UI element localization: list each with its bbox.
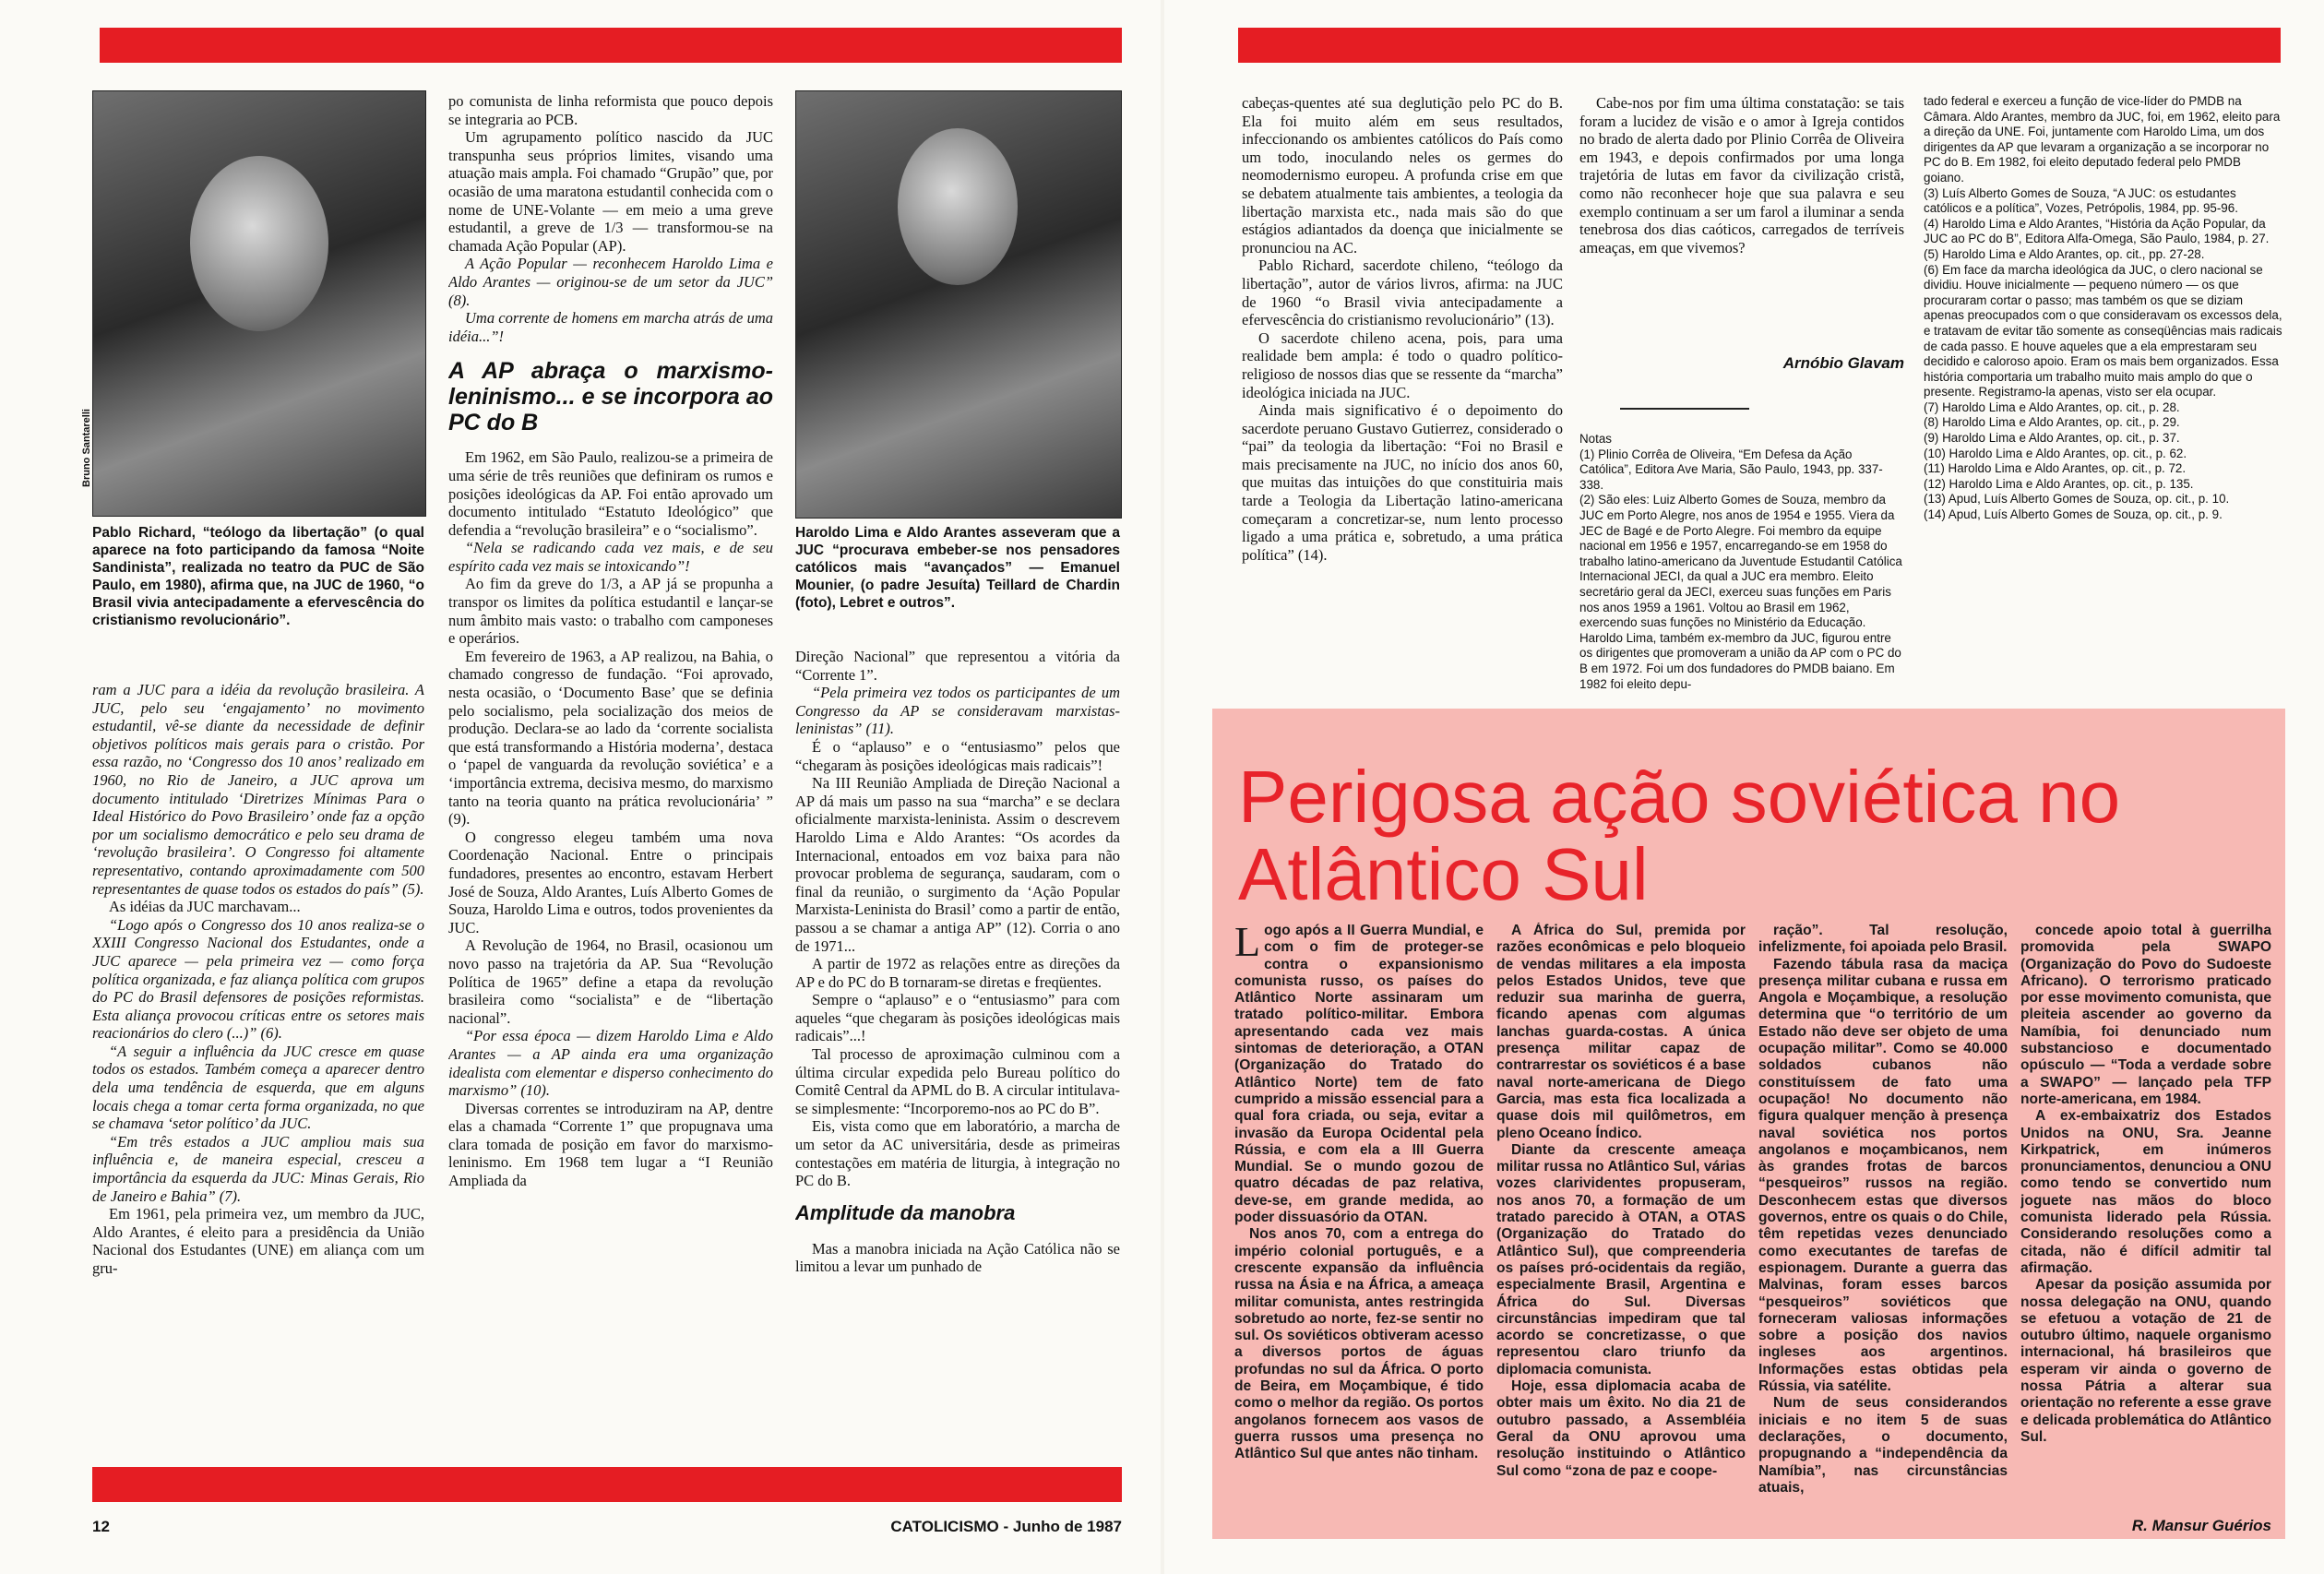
note-item: tado federal e exerceu a função de vice-líder do PMDB na Câmara. Aldo Arantes, membro da JUC, foi, em 1962, eleito para a direção da UNE. Foi, juntamente com Haroldo Lima, um dos dirigentes da AP que levaram a organização a se incorporar no PC do B. Em 1982, foi eleito deputado federal pelo PMDB goiano.: [1924, 94, 2281, 185]
paragraph: O congresso elegeu também uma nova Coordenação Nacional. Entre o principais fundadores, presentes ao encontro, estavam Herbert José de Souza, Aldo Arantes, Luís Alberto Gomes de Souza, Haroldo Lima e outros, todos provenientes da JUC.: [448, 828, 773, 936]
paragraph: Pablo Richard, sacerdote chileno, “teólogo da libertação”, autor de vários livros, afirma: na JUC de 1960 “o Brasil vivia antecipadamente a efervescência do cristianismo revolucionário” (13).: [1242, 256, 1563, 329]
paragraph: “Por essa época — dizem Haroldo Lima e Aldo Arantes — a AP ainda era uma organização idealista com elementar e disperso conhecimento do marxismo” (10).: [448, 1027, 773, 1100]
paragraph: “Logo após o Congresso dos 10 anos realiza-se o XXIII Congresso Nacional dos Estudantes, onde a JUC aparece — pela primeira vez — como força política organizada, e faz aliança política com grupos do PC do Brasil defensores de posições reformistas. Esta aliança provocou críticas entre os setores mais reacionários do clero (...)” (6).: [92, 915, 424, 1043]
box-column-4: [2020, 923, 2271, 1513]
photo-pablo-richard: [92, 90, 426, 517]
note-item: (13) Apud, Luís Alberto Gomes de Souza, op. cit., p. 10.: [1924, 492, 2230, 507]
note-item: (14) Apud, Luís Alberto Gomes de Souza, op. cit., p. 9.: [1924, 507, 2223, 522]
top-red-bar: [1238, 28, 2281, 63]
paragraph: ração”. Tal resolução, infelizmente, foi apoiada pelo Brasil.: [1758, 923, 2008, 956]
note-item: (3) Luís Alberto Gomes de Souza, “A JUC: os estudantes católicos e a política”, Vozes, Petrópolis, 1984, pp. 95-96.: [1924, 185, 2238, 216]
note-item: (6) Em face da marcha ideológica da JUC, o clero nacional se dividiu. Houve inicialmente — pequeno número — os que procuraram cortar o passo; mas também os que se diziam apenas preocupados com o que consideravam os excessos dela, e tratavam de evitar tão somente as conseqüências mais radicais de cada passo. E houve aqueles que a ela emprestaram seu decidido e caloroso apoio. Eram os mais bem organizados. Essa história comportaria um trabalho muito mais amplo do que o presente. Registramo-la apenas, visto ser ela ocupar.: [1924, 262, 2282, 399]
portrait-face: [190, 156, 328, 331]
photo1-caption: Pablo Richard, “teólogo da libertação” (o qual aparece na foto participando da famosa “Noite Sandinista”, realizada no teatro da PUC de São Paulo, em 1980), afirma que, na JUC de 1960, “o Brasil vivia antecipadamente a efervescência do cristianismo revolucionário”.: [92, 525, 424, 628]
paragraph: “Em três estados a JUC ampliou mais sua influência e, de maneira especial, cresceu a importância da esquerda da JUC: Minas Gerais, Rio de Janeiro e Bahia” (7).: [92, 1132, 424, 1205]
page-number: 12: [92, 1518, 110, 1535]
paragraph: As idéias da JUC marchavam...: [109, 898, 301, 916]
paragraph: Diversas correntes se introduziram na AP, dentre elas a chamada “Corrente 1” que propugnava uma clara tomada de posição em favor do marxismo-leninismo. Em 1968 tem lugar a “I Reunião Ampliada da: [448, 1099, 773, 1190]
note-item: (2) São eles: Luiz Alberto Gomes de Souza, membro da JUC em Porto Alegre, nos anos de 1954 e 1955. Viera da JEC de Bagé e de Porto Alegre. Foi membro da equipe nacional em 1956 e 1957, encarregando-se em 1958 do trabalho latino-americano da Juventude Estudantil Católica Internacional JECI, da qual a JUC era membro. Eleito secretário geral da JECI, exerceu suas funções em Paris nos anos 1959 a 1961. Voltou ao Brasil em 1962, exercendo suas funções no Ministério da Educação. Haroldo Lima, também ex-membro da JUC, figurou entre os dirigentes que promoveram a união da AP com o PC do B em 1972. Foi um dos fundadores do PMDB baiano. Em 1982 foi eleito depu-: [1579, 493, 1902, 691]
paragraph: Ainda mais significativo é o depoimento do sacerdote peruano Gustavo Gutierrez, considerado o “pai” da teologia da libertação: “Foi no Brasil e mais precisamente na JUC, no início dos anos 60, que muitas das intuições do que constituiria mais tarde a Teologia da Libertação latino-americana começaram a concretizar-se, num lento processo ligado a uma prática e, sobretudo, a uma prática política” (14).: [1242, 401, 1563, 564]
paragraph: Nos anos 70, com a entrega do império colonial português, e a crescente expansão da influência russa na Ásia e na África, a ameaça militar comunista, antes restringida sobretudo ao norte, fez-se sentir no sul. Os soviéticos obtiveram acesso a diversos portos de águas profundas no sul da África. O porto de Beira, em Moçambique, é tido como o melhor da região. Os portos angolanos fornecem aos vasos de guerra russos uma presença no Atlântico Sul que antes não tinham.: [1234, 1226, 1484, 1462]
paragraph: Logo após a II Guerra Mundial, e com o fim de proteger-se contra o expansionismo comunista russo, os países do Atlântico Norte assinaram um tratado político-militar. Embora apresentando cada vez mais sintomas de deterioração, a OTAN (Organização do Tratado do Atlântico Norte) tem de fato cumprido a missão essencial para a qual fora criada, ou seja, evitar a invasão da Europa Ocidental pela Rússia, e com ela a III Guerra Mundial. Se o mundo gozou de quatro décadas de paz relativa, deve-se, em grande medida, ao poder dissuasório da OTAN.: [1234, 923, 1484, 1226]
paragraph: Um agrupamento político nascido da JUC transpunha seus próprios limites, visando uma atuação mais ampla. Foi chamado “Grupão” que, por ocasião de uma maratona estudantil conhecida com o nome de UNE-Volante — em meio a uma greve estudantil, a greve de 1/3 — transformou-se na chamada Ação Popular (AP).: [448, 128, 773, 255]
left-column-2: [448, 92, 773, 1402]
right-column-1: [1242, 94, 1563, 703]
paragraph: A Revolução de 1964, no Brasil, ocasionou um novo passo na trajetória da AP. Sua “Revolução Política de 1965” define a etapa da revolução brasileira como “socialista” e de “libertação nacional”.: [448, 936, 773, 1027]
paragraph: A partir de 1972 as relações entre as direções da AP e do PC do B tornaram-se diretas e freqüentes.: [795, 955, 1120, 991]
paragraph: “A seguir a influência da JUC cresce em quase todos os estados. Também começa a aparecer dentro dela uma tendência de esquerda, que em alguns locais chega a tomar certa forma organizada, no que se chamava ‘setor político’ da JUC.: [92, 1042, 424, 1133]
sidebar-article-title: Perigosa ação soviética no Atlântico Sul: [1238, 756, 2121, 915]
note-item: (10) Haroldo Lima e Aldo Arantes, op. cit., p. 62.: [1924, 446, 2187, 460]
paragraph: concede apoio total à guerrilha promovida pela SWAPO (Organização do Povo do Sudoeste Africano). O terrorismo praticado por esse movimento comunista, que pleiteia ascender ao governo da Namíbia, foi denunciado num substancioso e documentado opúsculo — “Toda a verdade sobre a SWAPO” — lançado pela TFP norte-americana, em 1984.: [2020, 923, 2271, 1107]
paragraph: Eis, vista como que em laboratório, a marcha de um setor da AC universitária, desde as primeiras contestações em matéria de liturgia, à integração no PC do B.: [795, 1117, 1120, 1190]
box-column-2: [1496, 923, 1746, 1532]
notes-column-2: [1924, 94, 2283, 703]
footer-magazine: CATOLICISMO - Junho de 1987: [890, 1518, 1122, 1535]
box-signature: R. Mansur Guérios: [2131, 1517, 2271, 1534]
paragraph: Diante da crescente ameaça militar russa no Atlântico Sul, várias vozes clarividentes propuseram, nos anos 70, a formação de um tratado parecido à OTAN, a OTAS (Organização do Tratado do Atlântico Sul), que compreenderia os países pró-ocidentais da região, especialmente Brasil, Argentina e África do Sul. Diversas circunstâncias impediram que tal acordo se concretizasse, o que representou claro triunfo da diplomacia comunista.: [1496, 1141, 1746, 1377]
photo-teillard-de-chardin: [795, 90, 1122, 519]
paragraph: Direção Nacional” que representou a vitória da “Corrente 1”.: [795, 648, 1120, 684]
box-column-3: [1758, 923, 2008, 1532]
signature: Arnóbio Glavam: [1782, 354, 1904, 372]
left-column-3: [795, 648, 1120, 1432]
right-page: [1164, 0, 2324, 1574]
paragraph: Em 1962, em São Paulo, realizou-se a primeira de uma série de três reuniões que definiram os rumos e posições ideológicas da AP. Foi então aprovado um documento intitulado “Estatuto Ideológico” que defendia a “revolução brasileira” e o “socialismo”.: [448, 448, 773, 539]
paragraph: Cabe-nos por fim uma última constatação: se tais foram a lucidez de visão e o amor à Igreja contidos no brado de alerta dado por Plinio Corrêa de Oliveira em 1943, e depois confirmados por uma longa trajetória de lutas em favor da civilização cristã, como não reconhecer hoje que sua palavra e seu exemplo continuam a ser um farol a iluminar a senda tenebrosa dos dias caóticos, carregados de terríveis ameaças, em que vivemos?: [1579, 94, 1904, 256]
photo2-caption: Haroldo Lima e Aldo Arantes asseveram que a JUC “procurava embeber-se nos pensadores católicos mais “avançados” — Emanuel Mounier, (o padre Jesuíta) Teillard de Chardin (foto), Lebret e outros”.: [795, 525, 1120, 611]
paragraph: Na III Reunião Ampliada de Direção Nacional a AP dá mais um passo na sua “marcha” e se declara oficialmente marxista-leninista. Assim o descrevem Haroldo Lima e Aldo Arantes: “Os acordes da Internacional, entoados em voz baixa para não provocar problema de segurança, saudaram, com o final da reunião, o surgimento da ‘Ação Popular Marxista-Leninista do Brasil’ como a partir de então, passou a se chamar a antiga AP” (12). Corria o ano de 1971...: [795, 774, 1120, 955]
note-item: (9) Haroldo Lima e Aldo Arantes, op. cit., p. 37.: [1924, 431, 2180, 446]
right-column-2: [1579, 94, 1904, 352]
paragraph: Apesar da posição assumida por nossa delegação na ONU, quando se efetuou a votação de 21 de outubro último, naquele organismo internacional, há brasileiros que esperam vir ainda o governo de nossa Pátria a alterar sua orientação no referente a esse grave e delicada problemática do Atlântico Sul.: [2020, 1277, 2271, 1445]
paragraph: “Nela se radicando cada vez mais, e de seu espírito cada vez mais se intoxicando”!: [448, 539, 773, 575]
paragraph: A África do Sul, premida por razões econômicas e pelo bloqueio de vendas militares a ela imposta pelos Estados Unidos, teve que reduzir sua marinha de guerra, ficando apenas com algumas lanchas guarda-costas. A única presença militar capaz de contrarrestar os soviéticos é a base naval norte-americana de Diego Garcia, mas esta fica localizada a quase dois mil quilômetros, em pleno Oceano Índico.: [1496, 923, 1746, 1141]
notes-title: Notas: [1579, 432, 1612, 446]
note-item: (7) Haroldo Lima e Aldo Arantes, op. cit., p. 28.: [1924, 399, 2180, 414]
bottom-red-bar: [92, 1467, 1122, 1502]
box-column-1: [1234, 923, 1484, 1532]
paragraph: cabeças-quentes até sua deglutição pelo PC do B. Ela foi muito além em seus resultados, infeccionando os ambientes católicos do País como um todo, inoculando neles os germes do neomodernismo europeu. A profunda crise em que se debatem atualmente tais ambientes, a teologia da libertação marxista etc., nada mais são do que estágios adiantados da doença que inicialmente se pronunciou na AC.: [1242, 94, 1563, 256]
paragraph: O sacerdote chileno acena, pois, para uma realidade bem ampla: é todo o quadro político-religioso de nossos dias que se ressente da “marcha” ideológica iniciada na JUC.: [1242, 328, 1563, 401]
paragraph: Em fevereiro de 1963, a AP realizou, na Bahia, o chamado congresso de fundação. “Foi aprovado, nesta ocasião, o ‘Documento Base’ que se definia pelo socialismo, pela socialização dos meios de produção. Declara-se ao lado da ‘corrente socialista que está transformando a História moderna’, destaca o ‘papel de vanguarda da revolução soviética’ e a ‘importância extrema, decisiva mesmo, do marxismo tanto na teoria quanto na prática revolucionária’ ” (9).: [448, 647, 773, 829]
note-item: (4) Haroldo Lima e Aldo Arantes, “História da Ação Popular, da JUC ao PC do B”, Editora Alfa-Omega, São Paulo, 1984, p. 27.: [1924, 216, 2270, 246]
paragraph: Mas a manobra iniciada na Ação Católica não se limitou a levar um punhado de: [795, 1239, 1120, 1276]
paragraph: Sempre o “aplauso” e o “entusiasmo” para com aqueles “que chegaram às posições ideológicas mais radicais”...!: [795, 991, 1120, 1045]
paragraph: A Ação Popular — reconhecem Haroldo Lima e Aldo Arantes — originou-se de um setor da JUC” (8).: [448, 255, 773, 309]
paragraph: É o “aplauso” e o “entusiasmo” pelos que “chegaram às posições ideológicas mais radicais”!: [795, 737, 1120, 774]
paragraph: ram a JUC para a idéia da revolução brasileira. A JUC, pelo seu ‘engajamento’ no movimento estudantil, vê-se diante da necessidade de definir objetivos políticos mais gerais para o cristão. Por essa razão, no ‘Congresso dos 10 anos’ realizado em 1960, no Rio de Janeiro, a JUC aprova um documento intitulado ‘Diretrizes Mínimas Para o Ideal Histórico do Povo Brasileiro’ onde faz a opção por um socialismo democrático e pelo seu drama de ‘revolução brasileira’. O Congresso foi altamente representativo, contando aproximadamente com 500 representantes de quase todos os estados do país” (5).: [92, 681, 424, 898]
note-item: (1) Plinio Corrêa de Oliveira, “Em Defesa da Ação Católica”, Editora Ave Maria, São Paulo, 1943, pp. 337-338.: [1579, 447, 1883, 492]
notes-divider: [1620, 408, 1749, 410]
paragraph: Ao fim da greve do 1/3, a AP já se propunha a transpor os limites da política estudantil e lançar-se num âmbito mais vasto: o trabalho com camponeses e operários.: [448, 575, 773, 648]
top-red-bar: [100, 28, 1122, 63]
portrait-face: [898, 128, 1018, 285]
paragraph: Uma corrente de homens em marcha atrás de uma idéia...”!: [448, 309, 773, 345]
note-item: (8) Haroldo Lima e Aldo Arantes, op. cit., p. 29.: [1924, 415, 2180, 430]
drop-cap: L: [1234, 923, 1261, 965]
photo-credit: Bruno Santarelli: [81, 409, 92, 487]
section-heading: A AP abraça o marxismo-leninismo... e se incorpora ao PC do B: [448, 358, 773, 436]
note-item: (11) Haroldo Lima e Aldo Arantes, op. cit., p. 72.: [1924, 461, 2187, 476]
notes-column-1: [1579, 432, 1904, 709]
paragraph: po comunista de linha reformista que pouco depois se integraria ao PCB.: [448, 92, 773, 128]
paragraph: “Pela primeira vez todos os participantes de um Congresso da AP se consideravam marxistas-leninistas” (11).: [795, 684, 1120, 738]
paragraph: Num de seus considerandos iniciais e no item 5 de suas declarações, o documento, propugnando a “independência da Namíbia”, nas circunstâncias atuais,: [1758, 1395, 2008, 1496]
note-item: (12) Haroldo Lima e Aldo Arantes, op. cit., p. 135.: [1924, 476, 2194, 491]
paragraph: Hoje, essa diplomacia acaba de obter mais um êxito. No dia 21 de outubro passado, a Assembléia Geral da ONU aprovou uma resolução instituindo o Atlântico Sul como “zona de paz e coope-: [1496, 1378, 1746, 1479]
paragraph: Em 1961, pela primeira vez, um membro da JUC, Aldo Arantes, é eleito para a presidência da União Nacional dos Estudantes (UNE) em aliança com um gru-: [92, 1205, 424, 1277]
section-heading: Amplitude da manobra: [795, 1200, 1016, 1224]
left-page: [0, 0, 1161, 1574]
paragraph: Fazendo tábula rasa da maciça presença militar cubana e russa em Angola e Moçambique, a resolução determina que “o território de um Estado não deve ser objeto de uma ocupação militar”. Como se 40.000 soldados cubanos não constituíssem de fato uma ocupação! No documento não figura qualquer menção à presença naval soviética nos portos angolanos e moçambicanos, nem às grandes frotas de barcos “pesqueiros” russos na região. Desconhecem estas que diversos governos, entre os quais o do Chile, têm repetidas vezes denunciado como executantes de tarefas de espionagem. Durante a guerra das Malvinas, foram esses barcos “pesqueiros” soviéticos que forneceram valiosas informações sobre a posição dos navios ingleses aos argentinos. Informações estas obtidas pela Rússia, via satélite.: [1758, 956, 2008, 1395]
note-item: (5) Haroldo Lima e Aldo Arantes, op. cit., pp. 27-28.: [1924, 246, 2205, 261]
left-column-1: [92, 681, 424, 1504]
paragraph: A ex-embaixatriz dos Estados Unidos na ONU, Sra. Jeanne Kirkpatrick, em inúmeros pronunciamentos, denunciou a ONU como tendo se convertido num joguete nas mãos do bloco comunista liderado pela Rússia. Considerando resoluções como a citada, não é difícil admitir tal afirmação.: [2020, 1108, 2271, 1276]
paragraph: Tal processo de aproximação culminou com a última circular expedida pelo Bureau político do Comitê Central da APML do B. A circular intitulava-se simplesmente: “Incorporemo-nos ao PC do B”.: [795, 1045, 1120, 1117]
